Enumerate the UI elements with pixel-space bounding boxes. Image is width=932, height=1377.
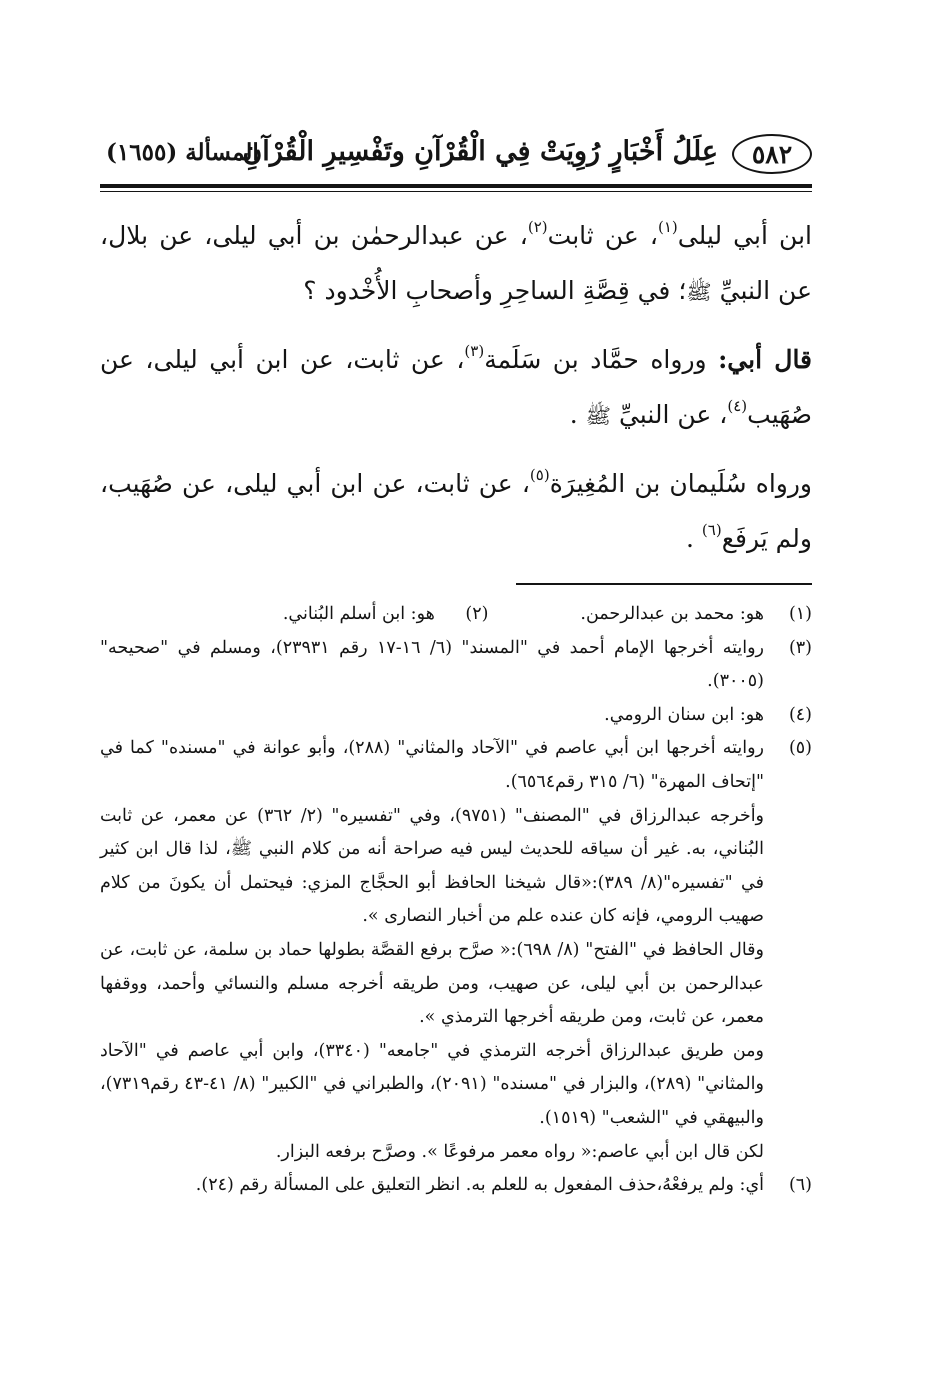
header-rule-thick (100, 184, 812, 188)
footnote-text: أي: ولم يرفعْهُ،حذف المفعول به للعلم به. انظر التعليق على المسألة رقم (٢٤). (195, 1175, 764, 1196)
page-header (100, 128, 812, 180)
header-rule-thin (100, 191, 812, 192)
text-run: ؛ في قِصَّةِ الساحِرِ وأصحابِ الأُخْدود ؟ (303, 276, 687, 305)
footnote-body (100, 732, 764, 1169)
footnote-ref-6: (٦) (701, 521, 722, 539)
text-run: ابن أبي ليلى (677, 221, 812, 250)
footnote-number: (٤) (788, 704, 812, 725)
footnote-text: هو: ابن أسلم البُناني. (282, 604, 435, 624)
text-run: . (569, 400, 586, 429)
footnote-paragraph: روايته أخرجها ابن أبي عاصم في "الآحاد والمثاني" (٢٨٨)، وأبو عوانة في "مسنده" كما في "إتحاف المهرة" (٦/ ٣١٥ رقم٦٥٦٤). (100, 738, 764, 792)
footnote-number: (٢) (465, 604, 489, 624)
issue-number: المسألة (١٦٥٥) (106, 139, 259, 166)
footnote-text: هو: محمد بن عبدالرحمن. (580, 604, 764, 624)
footnote-number: (٣) (788, 637, 812, 658)
footnote-paragraph: وقال الحافظ في "الفتح" (٨/ ٦٩٨):« صرَّح برفع القصَّة بطولها حماد بن سلمة، عن ثابت، عن عبدالرحمن بن أبي ليلى، عن صهيب، ومن طريقه أخرجه مسلم والنسائي وأحمد، ووقفها معمر، عن ثابت، ومن طريقه أخرجها الترمذي ». (100, 939, 764, 1028)
footnote-number: (٦) (788, 1175, 812, 1196)
footnote-ref-3: (٣) (464, 342, 485, 360)
footnote-1-2 (100, 598, 812, 632)
text-run: ، عن ثابت (547, 221, 658, 250)
salutation-glyph: ﷺ (686, 280, 712, 304)
footnote-number: (٥) (788, 738, 812, 759)
footnote-number: (١) (788, 604, 812, 624)
lead-phrase: قال أبي: (718, 345, 813, 374)
text-run: ورواه سُلَيمان بن المُغِيرَة (549, 469, 812, 498)
text-run: ، عن عبدالرحمٰن بن أبي ليلى، عن بلال، عن النبيِّ (100, 221, 812, 305)
running-title: عِلَلُ أَخْبَارٍ رُوِيَتْ فِي الْقُرْآنِ وتَفْسِيرِ الْقُرْآنِ (242, 136, 718, 167)
main-paragraph-1 (100, 208, 812, 320)
footnote-paragraph: وأخرجه عبدالرزاق في "المصنف" (٩٧٥١)، وفي "تفسيره" (٢/ ٣٦٢) عن معمر، عن ثابت البُناني، به. غير أن سياقه للحديث ليس فيه صراحة أنه من كلام النبي ﷺ، لذا قال ابن كثير في "تفسيره"(٨/ ٣٨٩):«قال شيخنا الحافظ أبو الحجَّاج المزي: فيحتمل أن يكونَ من كلام صهيب الرومي، فإنه كان عنده علم من أخبار النصارى ». (100, 805, 765, 927)
footnote-paragraph: لكن قال ابن أبي عاصم:« رواه معمر مرفوعًا ». وصرَّح برفعه البزار. (275, 1141, 764, 1162)
book-page (100, 0, 812, 1377)
footnote-3 (100, 632, 812, 699)
text-run: ورواه حمَّاد بن سَلَمة (484, 345, 719, 374)
footnote-ref-1: (١) (658, 218, 678, 236)
footnote-ref-5: (٥) (529, 466, 550, 484)
text-run: . (686, 524, 702, 553)
text-run: ، عن ثابت، عن ابن أبي ليلى، عن صُهَيب، ولم يَرفَع (100, 469, 812, 553)
footnote-text: هو: ابن سنان الرومي. (604, 704, 764, 725)
text-run: ، عن النبيِّ (611, 400, 728, 429)
footnotes (100, 598, 812, 1203)
main-paragraph-3 (100, 456, 812, 566)
footnote-6 (100, 1169, 812, 1203)
footnote-paragraph: ومن طريق عبدالرزاق أخرجه الترمذي في "جامعه" (٣٣٤٠)، وابن أبي عاصم في "الآحاد والمثاني" (٢٨٩)، والبزار في "مسنده" (٢٠٩١)، والطبراني في "الكبير" (٨/ ٤١-٤٣ رقم٧٣١٩)، والبيهقي في "الشعب" (١٥١٩). (100, 1040, 764, 1128)
footnote-body (100, 598, 764, 632)
footnote-text: روايته أخرجها الإمام أحمد في "المسند" (٦/ ١٦-١٧ رقم ٢٣٩٣١)، ومسلم في "صحيحه" (٣٠٠٥). (100, 637, 764, 692)
text-run: ، عن ثابت، عن ابن أبي ليلى، عن صُهَيب (100, 345, 812, 429)
footnote-ref-4: (٤) (727, 397, 748, 415)
footnote-separator (516, 583, 812, 585)
footnote-4 (100, 699, 812, 733)
main-paragraph-2 (100, 332, 812, 444)
salutation-glyph: ﷺ (585, 404, 612, 428)
main-text (100, 208, 812, 578)
page-number: ٥٨٢ (732, 134, 812, 174)
footnote-5 (100, 732, 812, 1169)
footnote-ref-2: (٢) (527, 218, 548, 236)
